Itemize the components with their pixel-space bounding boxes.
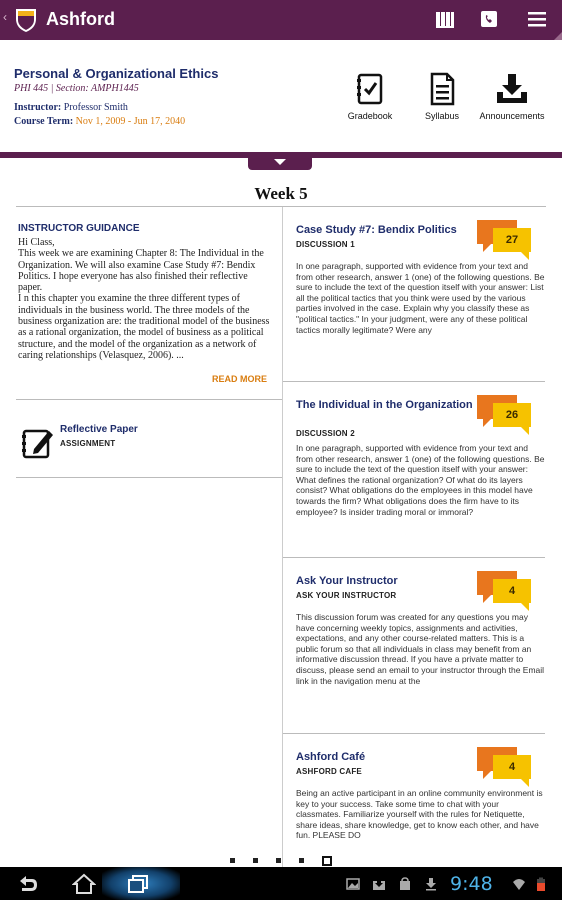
reply-count: 27 xyxy=(505,234,519,246)
page-dot[interactable] xyxy=(253,858,258,863)
download-icon xyxy=(424,877,438,891)
discussion-title[interactable]: The Individual in the Organization xyxy=(296,399,473,411)
clock: 9:48 xyxy=(450,873,493,895)
recent-apps-icon[interactable] xyxy=(126,873,150,895)
gradebook-icon xyxy=(354,72,386,106)
page-dot[interactable] xyxy=(230,858,235,863)
app-header xyxy=(0,0,562,40)
reply-count-badge[interactable] xyxy=(477,395,533,435)
corner-fold xyxy=(554,32,562,40)
guidance-title: INSTRUCTOR GUIDANCE xyxy=(18,223,140,234)
assignment-divider xyxy=(16,477,282,478)
back-chevron-icon[interactable]: ‹ xyxy=(3,10,7,24)
course-header xyxy=(0,40,562,152)
instructor-label: Instructor: xyxy=(14,102,62,113)
gallery-icon xyxy=(346,877,360,891)
reply-count: 4 xyxy=(508,761,516,773)
announcements-button[interactable] xyxy=(472,72,552,128)
term-label: Course Term: xyxy=(14,116,74,127)
chat-bubble-tail xyxy=(483,595,491,603)
course-title: Personal & Organizational Ethics xyxy=(14,66,219,81)
home-icon[interactable] xyxy=(72,873,96,895)
assignment-type: ASSIGNMENT xyxy=(60,439,116,448)
assignment-pencil-icon xyxy=(20,425,56,461)
discussion-divider xyxy=(283,381,545,382)
download-icon xyxy=(372,877,386,891)
reply-count: 4 xyxy=(508,585,516,597)
chat-bubble-tail xyxy=(483,771,491,779)
discussion-body: In one paragraph, supported with evidence from your text and from other research, answer 1 (one) of the following questions. Be sure to include the text of the question itself with your answer: List all the political tactics that you think were used by the various parties involved in the case. Explain why you classify these as "political tactics." In your judgment, were any of these political tactics morally legitimate? Were any xyxy=(296,261,545,335)
wifi-icon xyxy=(512,877,526,891)
discussion-subtitle: ASHFORD CAFE xyxy=(296,767,362,776)
chat-bubble-front-tail xyxy=(521,427,529,435)
gradebook-label: Gradebook xyxy=(347,111,393,121)
collapse-toggle[interactable] xyxy=(248,156,312,170)
read-more-link[interactable]: READ MORE xyxy=(212,374,268,384)
reply-count-badge[interactable] xyxy=(477,220,533,260)
discussion-body: Being an active participant in an online community environment is key to your success. Take some time to chat with your classmates. Familiarize yourself with the rules for Netiquette, share ideas, share knowledge, get to know each other, and have fun. PLEASE DO xyxy=(296,788,543,841)
discussion-body: This discussion forum was created for any questions you may have concerning weekly topics, assignments and activities, expectations, and any other course-related matters. This is a public forum so that all individuals in class may benefit from an informative discussion thread. If you have a private matter to discuss, please send an email to your instructor through the Email link in the navigation menu at the xyxy=(296,612,545,686)
battery-icon xyxy=(536,877,546,891)
system-nav-bar xyxy=(0,867,562,900)
chat-bubble-front-tail xyxy=(521,779,529,787)
page-indicator xyxy=(0,852,562,864)
discussion-title[interactable]: Ashford Café xyxy=(296,751,366,763)
page-dot-active[interactable] xyxy=(322,856,332,866)
back-icon[interactable] xyxy=(16,873,40,895)
chat-bubble-tail xyxy=(483,244,491,252)
week-title: Week 5 xyxy=(254,184,308,203)
course-section: PHI 445 | Section: AMPH1445 xyxy=(14,83,139,94)
discussion-title[interactable]: Ask Your Instructor xyxy=(296,575,398,587)
page-dot[interactable] xyxy=(299,858,304,863)
gradebook-button[interactable] xyxy=(330,72,410,128)
announcements-label: Announcements xyxy=(479,111,545,121)
shield-logo-icon xyxy=(14,7,38,33)
discussion-subtitle: DISCUSSION 2 xyxy=(296,429,355,438)
term-dates: Nov 1, 2009 - Jun 17, 2040 xyxy=(75,116,186,127)
syllabus-icon xyxy=(426,72,458,106)
discussion-body: In one paragraph, supported with evidence from your text and from other research, answer 1 (one) of the following questions. Be sure to include the text of the question itself with your answer: What defines the rational organization? Of what do its layers consist? What obligations do the employees in this model have towards the firm? What obligations does the firm have to its employee? Is insider trading moral or immoral? xyxy=(296,443,545,517)
chevron-down-icon xyxy=(274,159,286,165)
menu-icon[interactable] xyxy=(526,8,548,30)
discussion-subtitle: DISCUSSION 1 xyxy=(296,240,355,249)
syllabus-label: Syllabus xyxy=(424,111,460,121)
course-instructor xyxy=(14,102,128,113)
courses-icon[interactable] xyxy=(434,8,456,30)
reply-count: 26 xyxy=(505,409,519,421)
chat-bubble-front-tail xyxy=(521,603,529,611)
discussion-divider xyxy=(283,733,545,734)
assignment-title[interactable]: Reflective Paper xyxy=(60,424,138,435)
app-title: Ashford xyxy=(46,9,115,29)
phone-icon[interactable] xyxy=(478,8,500,30)
instructor-name: Professor Smith xyxy=(63,102,128,113)
discussion-subtitle: ASK YOUR INSTRUCTOR xyxy=(296,591,397,600)
guidance-body: Hi Class, This week we are examining Chapter 8: The Individual in the Organization. We will also examine Case Study #7: Bendix Politics. I hope everyone has also finished their reflective paper. I n this chapter you examine the three different types of individuals in the business world. The three models of the business organization are: the traditional model of the business as a rational organization, the model of business as a political structure, and the model of the organization as a network of caring relationships (Velasquez, 2006). ... xyxy=(18,237,270,361)
shopping-bag-icon xyxy=(398,877,412,891)
discussion-divider xyxy=(283,557,545,558)
discussion-title[interactable]: Case Study #7: Bendix Politics xyxy=(296,224,457,236)
left-column xyxy=(0,207,282,867)
chat-bubble-tail xyxy=(483,419,491,427)
syllabus-button[interactable] xyxy=(402,72,482,128)
course-term xyxy=(14,116,185,127)
reply-count-badge[interactable] xyxy=(477,747,533,787)
guidance-divider xyxy=(16,399,282,400)
reply-count-badge[interactable] xyxy=(477,571,533,611)
page-dot[interactable] xyxy=(276,858,281,863)
chat-bubble-front-tail xyxy=(521,252,529,260)
announcements-icon xyxy=(494,72,530,106)
discussion-list xyxy=(283,207,562,867)
